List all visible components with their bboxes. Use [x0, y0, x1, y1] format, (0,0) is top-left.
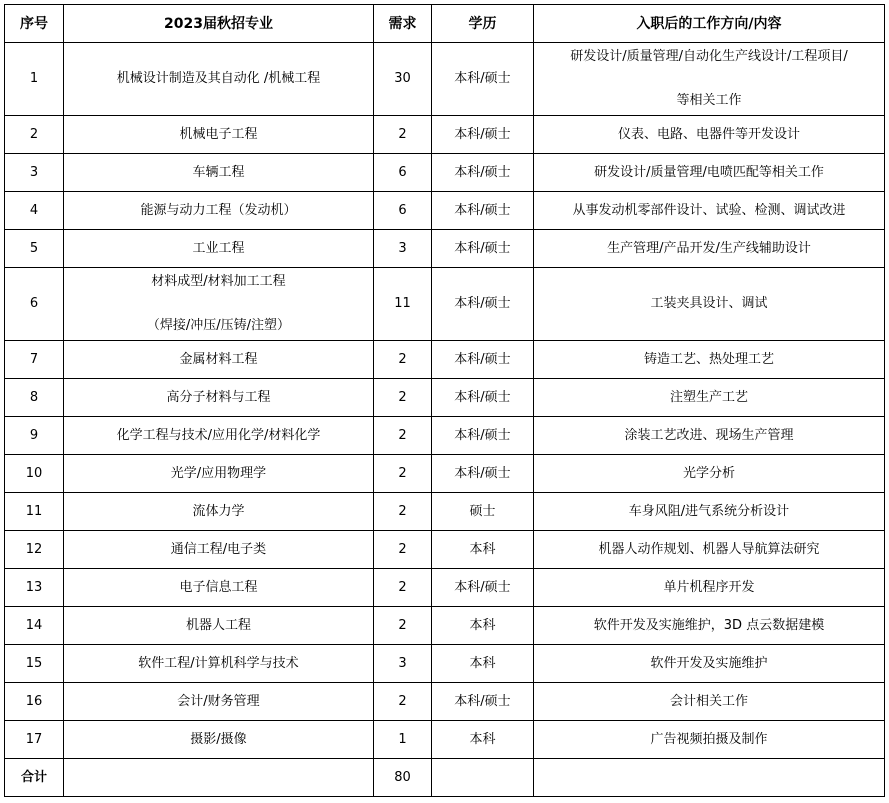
table-row [5, 116, 885, 154]
cell-demand: 2 [374, 417, 432, 455]
cell-major-line: （焊接/冲压/压铸/注塑） [146, 318, 291, 333]
cell-demand: 2 [374, 683, 432, 721]
cell-degree: 本科/硕士 [432, 341, 534, 379]
cell-demand: 3 [374, 645, 432, 683]
table-row [5, 154, 885, 192]
total-work-empty [534, 759, 885, 797]
cell-index: 1 [5, 43, 64, 116]
cell-degree: 本科/硕士 [432, 43, 534, 116]
cell-major: 光学/应用物理学 [64, 455, 374, 493]
cell-degree: 本科 [432, 721, 534, 759]
cell-demand: 2 [374, 607, 432, 645]
cell-work: 会计相关工作 [534, 683, 885, 721]
cell-index: 11 [5, 493, 64, 531]
cell-major: 机器人工程 [64, 607, 374, 645]
cell-degree: 本科 [432, 607, 534, 645]
cell-work: 广告视频拍摄及制作 [534, 721, 885, 759]
cell-demand: 11 [374, 268, 432, 341]
header-row [5, 5, 885, 43]
cell-degree: 本科/硕士 [432, 569, 534, 607]
cell-demand: 2 [374, 379, 432, 417]
cell-index: 17 [5, 721, 64, 759]
header-demand: 需求 [374, 5, 432, 43]
table-row [5, 341, 885, 379]
table-row [5, 192, 885, 230]
cell-index: 13 [5, 569, 64, 607]
total-row [5, 759, 885, 797]
cell-index: 12 [5, 531, 64, 569]
table-row [5, 268, 885, 341]
cell-major: 高分子材料与工程 [64, 379, 374, 417]
cell-work: 单片机程序开发 [534, 569, 885, 607]
cell-demand: 30 [374, 43, 432, 116]
cell-degree: 本科/硕士 [432, 683, 534, 721]
table-row [5, 455, 885, 493]
cell-work: 研发设计/质量管理/电喷匹配等相关工作 [534, 154, 885, 192]
cell-work: 光学分析 [534, 455, 885, 493]
table-row [5, 230, 885, 268]
cell-work: 软件开发及实施维护，3D 点云数据建模 [534, 607, 885, 645]
cell-demand: 2 [374, 569, 432, 607]
cell-work: 车身风阻/进气系统分析设计 [534, 493, 885, 531]
cell-degree: 本科/硕士 [432, 455, 534, 493]
table-row [5, 43, 885, 116]
cell-demand: 6 [374, 192, 432, 230]
cell-index: 6 [5, 268, 64, 341]
cell-index: 15 [5, 645, 64, 683]
cell-major: 工业工程 [64, 230, 374, 268]
cell-work: 工装夹具设计、调试 [534, 268, 885, 341]
cell-work: 生产管理/产品开发/生产线辅助设计 [534, 230, 885, 268]
cell-major: 化学工程与技术/应用化学/材料化学 [64, 417, 374, 455]
cell-major [64, 268, 374, 341]
cell-major: 能源与动力工程（发动机） [64, 192, 374, 230]
cell-degree: 本科 [432, 531, 534, 569]
cell-index: 16 [5, 683, 64, 721]
header-major: 2023届秋招专业 [64, 5, 374, 43]
table-row [5, 607, 885, 645]
cell-demand: 3 [374, 230, 432, 268]
cell-work: 注塑生产工艺 [534, 379, 885, 417]
recruitment-table [4, 4, 885, 797]
cell-index: 14 [5, 607, 64, 645]
table-row [5, 569, 885, 607]
cell-demand: 2 [374, 341, 432, 379]
total-label: 合计 [5, 759, 64, 797]
cell-work [534, 43, 885, 116]
table-row [5, 645, 885, 683]
cell-degree: 本科/硕士 [432, 192, 534, 230]
table-row [5, 683, 885, 721]
cell-major: 车辆工程 [64, 154, 374, 192]
cell-work: 铸造工艺、热处理工艺 [534, 341, 885, 379]
cell-degree: 本科/硕士 [432, 379, 534, 417]
cell-major: 电子信息工程 [64, 569, 374, 607]
cell-work: 软件开发及实施维护 [534, 645, 885, 683]
cell-major: 机械设计制造及其自动化 /机械工程 [64, 43, 374, 116]
total-degree-empty [432, 759, 534, 797]
table-row [5, 379, 885, 417]
cell-work: 仪表、电路、电器件等开发设计 [534, 116, 885, 154]
cell-work: 从事发动机零部件设计、试验、检测、调试改进 [534, 192, 885, 230]
total-demand: 80 [374, 759, 432, 797]
cell-work: 涂装工艺改进、现场生产管理 [534, 417, 885, 455]
header-index: 序号 [5, 5, 64, 43]
cell-index: 8 [5, 379, 64, 417]
cell-work-line: 研发设计/质量管理/自动化生产线设计/工程项目/ [570, 49, 848, 64]
cell-major-line: 材料成型/材料加工工程 [151, 274, 286, 289]
cell-index: 4 [5, 192, 64, 230]
table-row [5, 531, 885, 569]
cell-index: 10 [5, 455, 64, 493]
table-body [5, 43, 885, 759]
cell-demand: 2 [374, 455, 432, 493]
total-major-empty [64, 759, 374, 797]
cell-degree: 本科/硕士 [432, 230, 534, 268]
header-degree: 学历 [432, 5, 534, 43]
cell-degree: 本科/硕士 [432, 417, 534, 455]
cell-work: 机器人动作规划、机器人导航算法研究 [534, 531, 885, 569]
table-row [5, 721, 885, 759]
table-row [5, 417, 885, 455]
cell-degree: 硕士 [432, 493, 534, 531]
cell-demand: 6 [374, 154, 432, 192]
cell-major: 软件工程/计算机科学与技术 [64, 645, 374, 683]
cell-major: 金属材料工程 [64, 341, 374, 379]
cell-major: 通信工程/电子类 [64, 531, 374, 569]
cell-degree: 本科 [432, 645, 534, 683]
cell-demand: 2 [374, 116, 432, 154]
cell-demand: 2 [374, 531, 432, 569]
table-row [5, 493, 885, 531]
cell-index: 3 [5, 154, 64, 192]
cell-index: 9 [5, 417, 64, 455]
cell-index: 7 [5, 341, 64, 379]
cell-major: 会计/财务管理 [64, 683, 374, 721]
cell-demand: 2 [374, 493, 432, 531]
cell-demand: 1 [374, 721, 432, 759]
cell-degree: 本科/硕士 [432, 268, 534, 341]
cell-index: 2 [5, 116, 64, 154]
cell-degree: 本科/硕士 [432, 154, 534, 192]
cell-major: 机械电子工程 [64, 116, 374, 154]
cell-index: 5 [5, 230, 64, 268]
header-work: 入职后的工作方向/内容 [534, 5, 885, 43]
cell-degree: 本科/硕士 [432, 116, 534, 154]
cell-work-line: 等相关工作 [676, 93, 742, 108]
cell-major: 摄影/摄像 [64, 721, 374, 759]
cell-major: 流体力学 [64, 493, 374, 531]
